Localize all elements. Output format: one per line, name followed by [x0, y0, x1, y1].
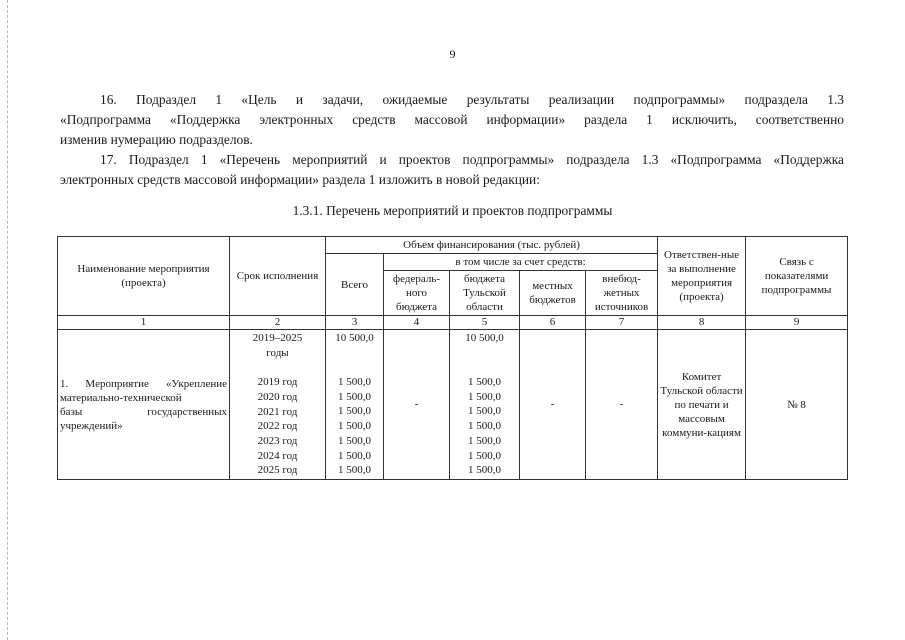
header-offbudget: внебюд-жетных источников — [586, 271, 658, 316]
header-federal: федераль-ного бюджета — [384, 271, 450, 316]
year-tula: 1 500,0 — [468, 376, 501, 389]
year-label: 2019 год — [257, 376, 298, 389]
year-tula: 1 500,0 — [468, 449, 501, 462]
header-including: в том числе за счет средств: — [384, 254, 658, 271]
period-range: 2019–2025 — [252, 332, 303, 344]
column-number: 3 — [326, 316, 384, 330]
column-number: 6 — [520, 316, 586, 330]
year-label: 2023 год — [257, 434, 298, 447]
header-term: Срок исполнения — [230, 237, 326, 316]
paragraph-17-line: 17. Подраздел 1 «Перечень мероприятий и проектов подпрограммы» подраздела 1.3 «Подпрограмма «Поддержка — [100, 152, 844, 167]
row-offbudget — [586, 330, 658, 480]
column-number: 4 — [384, 316, 450, 330]
year-tula: 1 500,0 — [468, 420, 501, 433]
row-total — [326, 330, 384, 480]
year-tula: 1 500,0 — [468, 405, 501, 418]
year-total: 1 500,0 — [338, 449, 371, 462]
column-number-row — [58, 316, 848, 330]
year-total: 1 500,0 — [338, 390, 371, 403]
header-total: Всего — [326, 254, 384, 316]
header-local: местных бюджетов — [520, 271, 586, 316]
row-name — [58, 330, 230, 480]
row-name-line: материально-технической — [60, 391, 182, 404]
row-federal — [384, 330, 450, 480]
year-label: 2021 год — [257, 405, 298, 418]
year-total: 1 500,0 — [338, 376, 371, 389]
header-tula: бюджета Тульской области — [450, 271, 520, 316]
paragraph-16 — [60, 90, 844, 150]
column-number: 9 — [746, 316, 848, 330]
row-name-line: 1. Мероприятие «Укрепление — [60, 377, 227, 390]
paragraph-16-line: изменив нумерацию подразделов. — [60, 132, 253, 147]
paragraph-16-line: «Подпрограмма «Поддержка электронных средств массовой информации» раздела 1 исключить, соответственно — [60, 112, 844, 127]
column-number: 1 — [58, 316, 230, 330]
row-period — [230, 330, 326, 480]
year-tula: 1 500,0 — [468, 434, 501, 447]
page-number: 9 — [449, 47, 456, 61]
year-tula: 1 500,0 — [468, 464, 501, 477]
federal-value: - — [414, 398, 419, 411]
subsection-title: 1.3.1. Перечень мероприятий и проектов подпрограммы — [292, 203, 613, 218]
year-total: 1 500,0 — [338, 434, 371, 447]
year-total: 1 500,0 — [338, 464, 371, 477]
year-label: 2022 год — [257, 420, 298, 433]
paragraph-17-line: электронных средств массовой информации» раздела 1 изложить в новой редакции: — [60, 172, 540, 187]
year-tula: 1 500,0 — [468, 390, 501, 403]
row-link: № 8 — [746, 330, 848, 480]
header-row — [58, 237, 848, 254]
column-number: 8 — [658, 316, 746, 330]
column-number: 2 — [230, 316, 326, 330]
column-number: 5 — [450, 316, 520, 330]
row-responsible: Комитет Тульской области по печати и массовым коммуни-кациям — [658, 330, 746, 480]
column-number: 7 — [586, 316, 658, 330]
period-unit: годы — [266, 346, 289, 359]
table-row — [58, 330, 848, 480]
row-name-line: учреждений» — [60, 419, 123, 432]
total-value: 10 500,0 — [335, 332, 374, 344]
row-name-line: базы государственных — [60, 405, 227, 418]
row-local — [520, 330, 586, 480]
year-label: 2020 год — [257, 390, 298, 403]
row-tula — [450, 330, 520, 480]
year-total: 1 500,0 — [338, 405, 371, 418]
tula-value: 10 500,0 — [465, 332, 504, 344]
paragraph-17 — [60, 150, 844, 190]
header-name: Наименование мероприятия (проекта) — [58, 237, 230, 316]
header-funding: Объем финансирования (тыс. рублей) — [326, 237, 658, 254]
header-link: Связь с показателями подпрограммы — [746, 237, 848, 316]
page-binding-line — [7, 0, 8, 640]
local-value: - — [550, 398, 555, 411]
year-label: 2025 год — [257, 464, 298, 477]
measures-table — [57, 236, 848, 480]
header-responsible: Ответствен-ные за выполнение мероприятия (проекта) — [658, 237, 746, 316]
paragraph-16-line: 16. Подраздел 1 «Цель и задачи, ожидаемые результаты реализации подпрограммы» подраздела 1.3 — [100, 92, 844, 107]
offbudget-value: - — [619, 398, 624, 411]
year-label: 2024 год — [257, 449, 298, 462]
year-total: 1 500,0 — [338, 420, 371, 433]
